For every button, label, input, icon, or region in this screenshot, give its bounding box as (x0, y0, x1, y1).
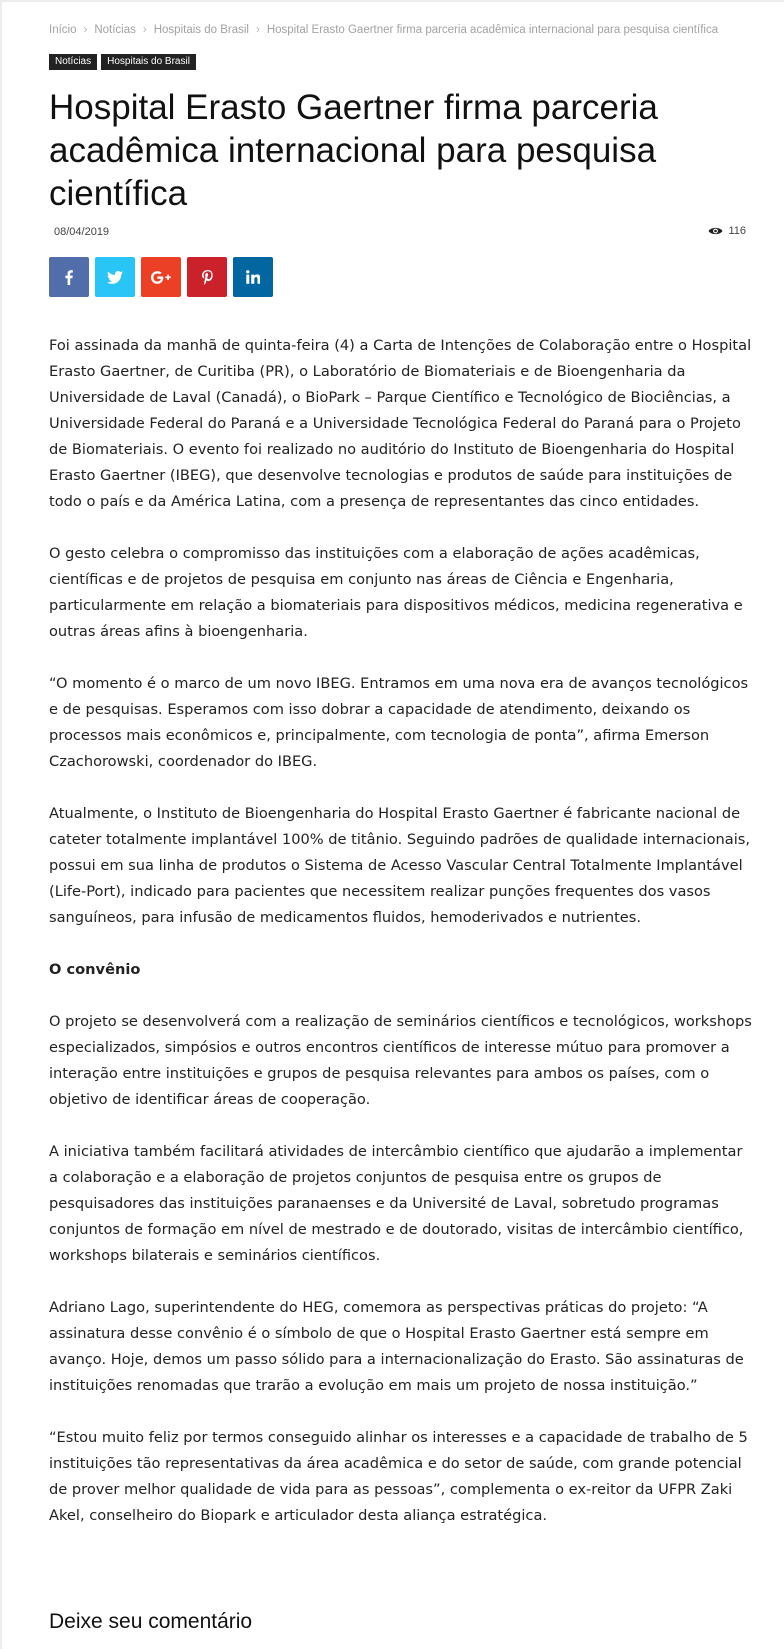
top-border (0, 0, 784, 2)
article-content (49, 333, 755, 1555)
article-quote-paragraph: “O momento é o marco de um novo IBEG. Entramos em uma nova era de avanços tecnológicos e de pesquisas. Esperamos com isso dobrar a capacidade de atendimento, deixando os processos mais econômicos e, principalmente, com tecnologia de ponta”, afirma Emerson Czachorowski, coordenador do IBEG. (49, 675, 749, 770)
linkedin-icon (246, 270, 260, 284)
breadcrumb-separator: › (83, 24, 88, 36)
article-paragraph: A iniciativa também facilitará atividades de intercâmbio científico que ajudarão a implementar a colaboração e a elaboração de projetos conjuntos de pesquisa entre os grupos de pesquisadores das instituições paranaenses e da Université de Laval, sobretudo programas conjuntos de formação em nível de mestrado e de doutorado, visitas de intercâmbio científico, workshops bilaterais e seminários científicos. (49, 1143, 744, 1264)
linkedin-share-button[interactable] (233, 257, 273, 297)
article-subheading: O convênio (49, 961, 141, 978)
article-paragraph: O projeto se desenvolverá com a realização de seminários científicos e tecnológicos, workshops especializados, simpósios e outros encontros científicos de interesse mútuo para promover a interação entre instituições e grupos de pesquisa relevantes para ambos os países, com o objetivo de identificar áreas de cooperação. (49, 1013, 752, 1108)
view-count (708, 225, 746, 237)
category-tags (49, 54, 200, 70)
google-plus-share-button[interactable] (141, 257, 181, 297)
breadcrumb (49, 24, 784, 36)
article-paragraph: O gesto celebra o compromisso das instituições com a elaboração de ações acadêmicas, científicas e de projetos de pesquisa em conjunto nas áreas de Ciência e Engenharia, particularmente em relação a biomateriais para dispositivos médicos, medicina regenerativa e outras áreas afins à bioengenharia. (49, 545, 743, 640)
facebook-share-button[interactable] (49, 257, 89, 297)
facebook-icon (65, 270, 73, 285)
article-paragraph: Foi assinada da manhã de quinta-feira (4) a Carta de Intenções de Colaboração entre o Hospital Erasto Gaertner, de Curitiba (PR), o Laboratório de Biomateriais e de Bioengenharia da Universidade de Laval (Canadá), o BioPark – Parque Científico e Tecnológico de Biociências, a Universidade Federal do Paraná e a Universidade Tecnológica Federal do Paraná para o Projeto de Biomateriais. O evento foi realizado no auditório do Instituto de Bioengenharia do Hospital Erasto Gaertner (IBEG), que desenvolve tecnologias e produtos de saúde para instituições de todo o país e da América Latina, com a presença de representantes das cinco entidades. (49, 337, 752, 510)
twitter-share-button[interactable] (95, 257, 135, 297)
pinterest-icon (202, 270, 213, 285)
article-title: Hospital Erasto Gaertner firma parceria acadêmica internacional para pesquisa científica (49, 88, 658, 213)
article-quote-paragraph: “Estou muito feliz por termos conseguido alinhar os interesses e a capacidade de trabalho de 5 instituições tão representativas da área acadêmica e do setor de saúde, com grande potencial de prover melhor qualidade de vida para as pessoas”, complementa o ex-reitor da UFPR Zaki Akel, conselheiro do Biopark e articulador desta aliança estratégica. (49, 1429, 748, 1524)
article-paragraph: Adriano Lago, superintendente do HEG, comemora as perspectivas práticas do projeto: “A assinatura desse convênio é o símbolo de que o Hospital Erasto Gaertner está sempre em avanço. Hoje, demos um passo sólido para a internacionalização do Erasto. São assinaturas de instituições renomadas que trarão a evolução em mais um projeto de nossa instituição.” (49, 1299, 744, 1394)
twitter-icon (107, 271, 123, 284)
breadcrumb-item-home[interactable]: Início (49, 24, 77, 36)
breadcrumb-item-hospitals[interactable]: Hospitais do Brasil (153, 24, 249, 36)
breadcrumb-item-news[interactable]: Notícias (94, 24, 136, 36)
category-tag-hospitals[interactable]: Hospitais do Brasil (101, 54, 196, 70)
left-border (0, 0, 2, 1649)
breadcrumb-item-current: Hospital Erasto Gaertner firma parceria acadêmica internacional para pesquisa científica (266, 24, 719, 36)
eye-icon (708, 226, 723, 236)
view-count-value: 116 (728, 225, 746, 237)
comments-heading: Deixe seu comentário (49, 1610, 253, 1633)
google-plus-icon (151, 271, 171, 284)
breadcrumb-separator: › (255, 24, 260, 36)
publish-date: 08/04/2019 (54, 226, 110, 238)
pinterest-share-button[interactable] (187, 257, 227, 297)
breadcrumb-separator: › (142, 24, 147, 36)
article-paragraph: Atualmente, o Instituto de Bioengenharia do Hospital Erasto Gaertner é fabricante nacional de cateter totalmente implantável 100% de titânio. Seguindo padrões de qualidade internacionais, possui em sua linha de produtos o Sistema de Acesso Vascular Central Totalmente Implantável (Life-Port), indicado para pacientes que necessitem realizar punções frequentes dos vasos sanguíneos, para infusão de medicamentos fluidos, hemoderivados e nutrientes. (49, 805, 751, 926)
category-tag-news[interactable]: Notícias (49, 54, 97, 70)
share-buttons (49, 257, 279, 297)
